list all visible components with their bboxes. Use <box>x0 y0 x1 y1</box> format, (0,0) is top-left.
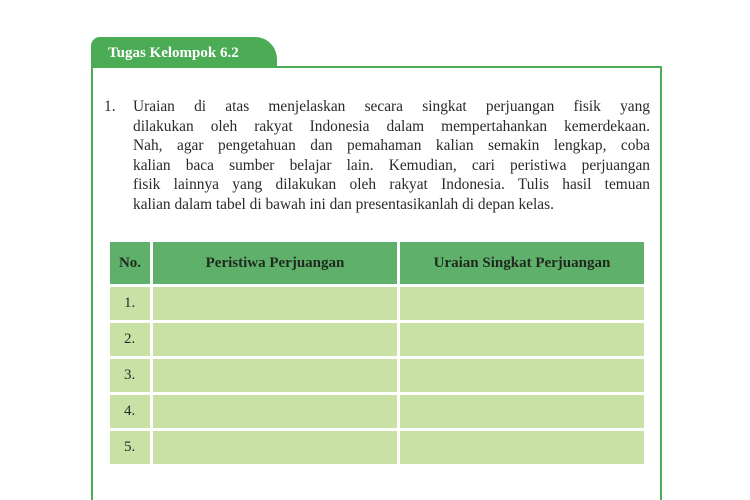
header-event: Peristiwa Perjuangan <box>153 242 397 284</box>
instruction-line: Nah, agar pengetahuan dan pemahaman kalian semakin lengkap, coba <box>133 137 650 154</box>
task-instruction <box>104 97 650 214</box>
row-number: 1. <box>110 287 150 320</box>
description-cell[interactable] <box>400 287 644 320</box>
instruction-line: kalian baca sumber belajar lain. Kemudian, cari peristiwa perjuangan <box>133 156 650 174</box>
instruction-line: kalian dalam tabel di bawah ini dan presentasikanlah di depan kelas. <box>133 195 554 213</box>
instruction-line: fisik lainnya yang dilakukan oleh rakyat Indonesia. Tulis hasil temuan <box>133 176 650 193</box>
row-number: 3. <box>110 359 150 392</box>
instruction-line: Uraian di atas menjelaskan secara singkat perjuangan fisik yang <box>133 98 650 115</box>
description-cell[interactable] <box>400 395 644 428</box>
header-no: No. <box>110 242 150 284</box>
description-cell[interactable] <box>400 359 644 392</box>
event-cell[interactable] <box>153 323 397 356</box>
table-row <box>110 359 644 392</box>
task-instruction-text <box>133 97 650 214</box>
table-row <box>110 287 644 320</box>
event-cell[interactable] <box>153 287 397 320</box>
row-number: 4. <box>110 395 150 428</box>
task-title: Tugas Kelompok 6.2 <box>108 45 239 61</box>
task-title-tab <box>91 37 277 68</box>
task-number: 1. <box>104 98 116 115</box>
table-row <box>110 431 644 464</box>
event-cell[interactable] <box>153 359 397 392</box>
description-cell[interactable] <box>400 431 644 464</box>
row-number: 5. <box>110 431 150 464</box>
description-cell[interactable] <box>400 323 644 356</box>
table-header-row <box>110 242 644 284</box>
event-cell[interactable] <box>153 431 397 464</box>
header-description: Uraian Singkat Perjuangan <box>400 242 644 284</box>
table-row <box>110 395 644 428</box>
event-cell[interactable] <box>153 395 397 428</box>
row-number: 2. <box>110 323 150 356</box>
table-row <box>110 323 644 356</box>
task-table <box>107 239 647 467</box>
instruction-line: dilakukan oleh rakyat Indonesia dalam mempertahankan kemerdekaan. <box>133 117 650 135</box>
